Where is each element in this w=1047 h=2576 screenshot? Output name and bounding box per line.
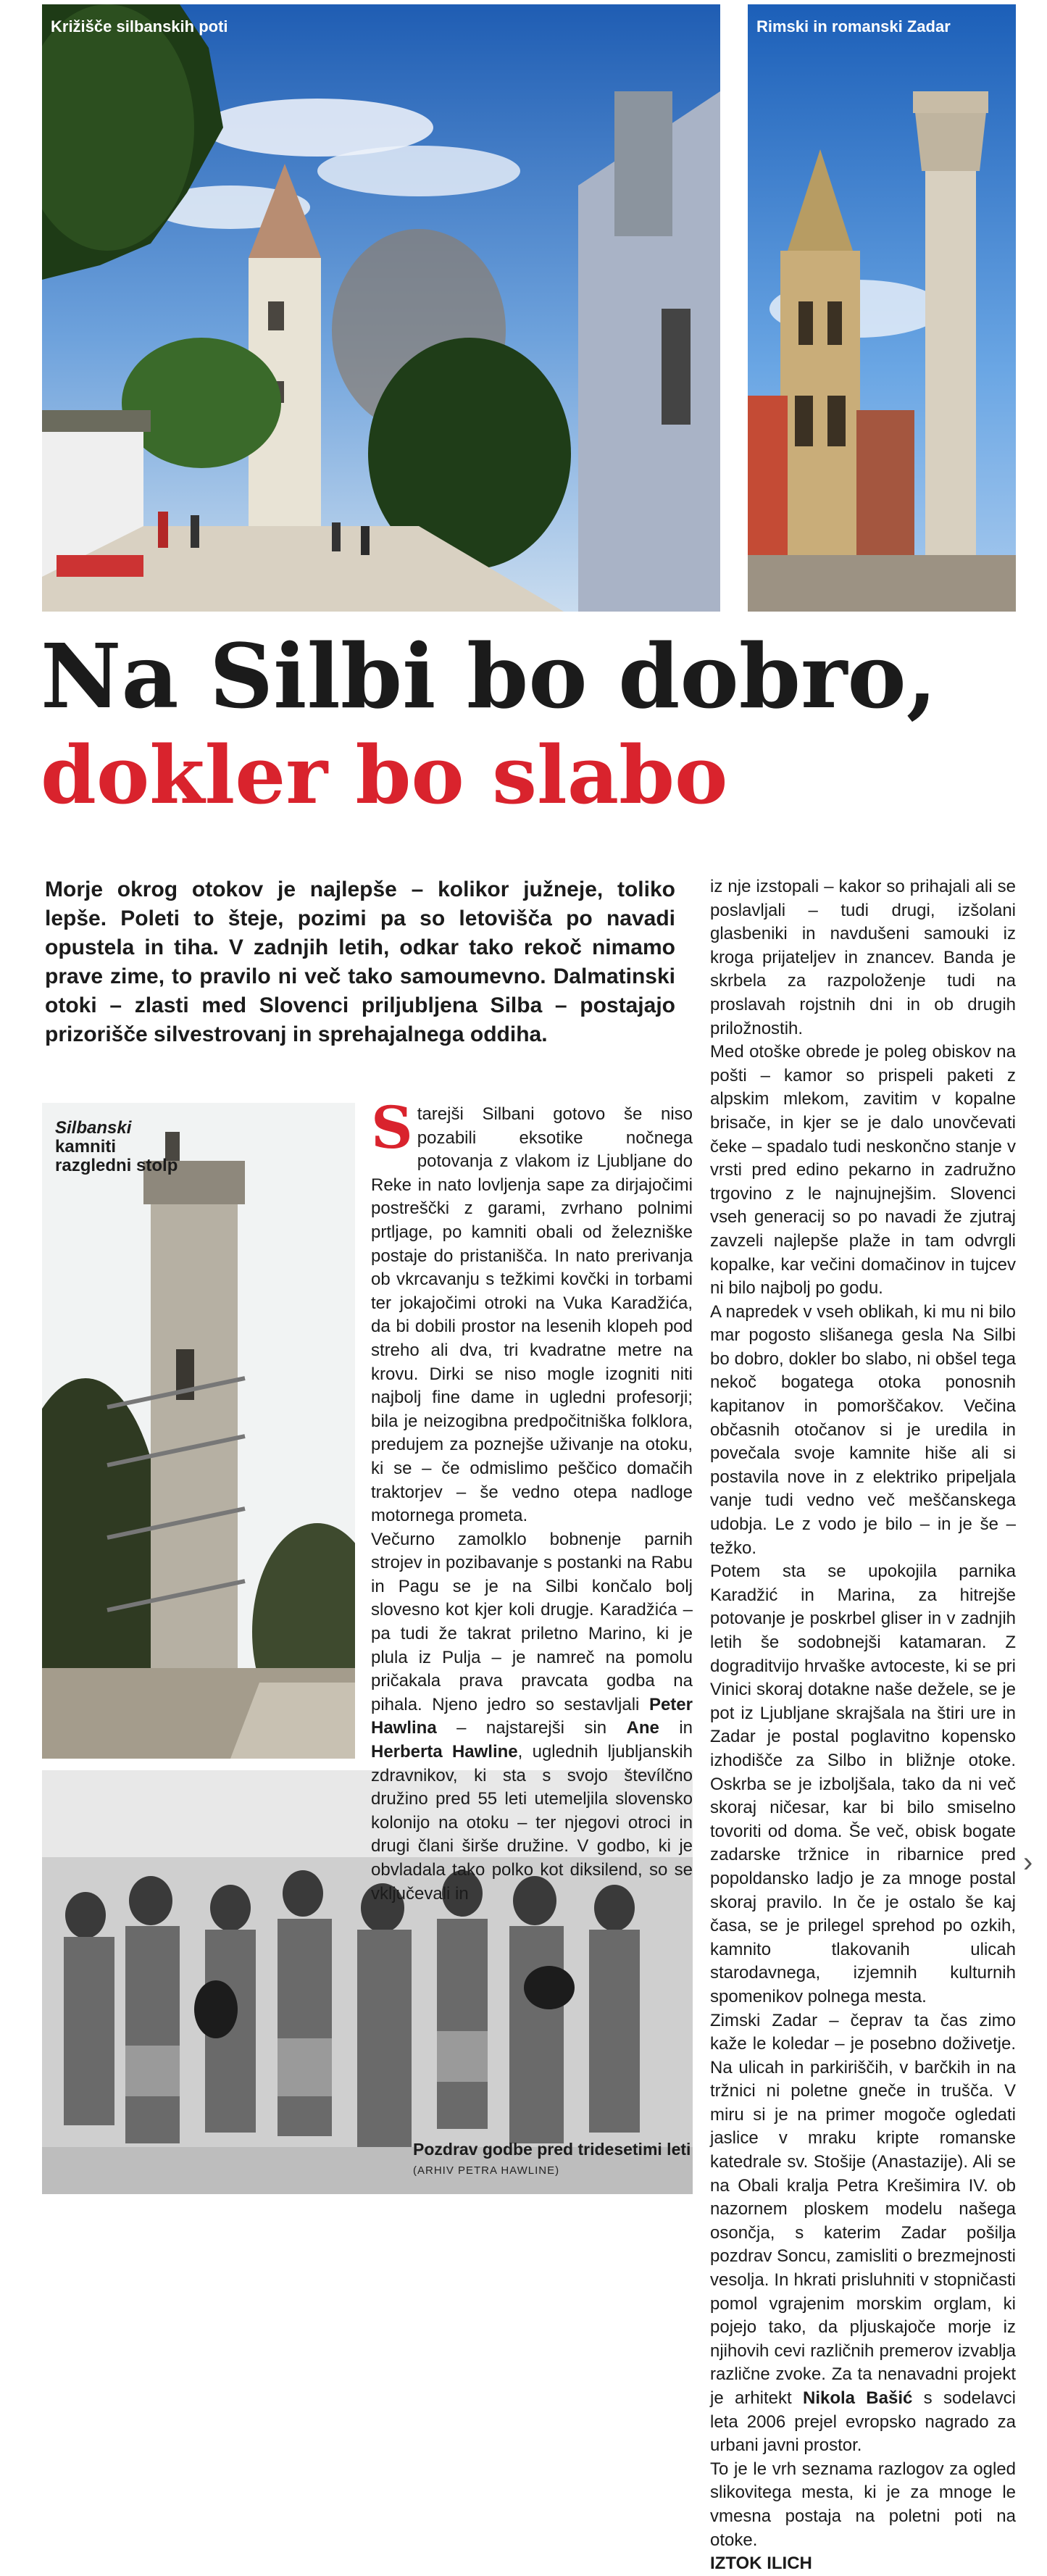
photo-caption-crossroads: Križišče silbanskih poti	[51, 17, 228, 36]
next-page-arrow-icon[interactable]: ›	[1023, 1846, 1033, 1878]
headline-line-2: dokler bo slabo	[41, 728, 728, 822]
paragraph-text: s sodelavci leta 2006 prejel evropsko nagrado za urbani javni prostor.	[710, 2388, 1017, 2456]
paragraph	[710, 2009, 1016, 2458]
article-column-middle	[371, 1093, 693, 1906]
person-name: Herberta Hawline	[371, 1742, 518, 1762]
lead-paragraph: Morje okrog otokov je najlepše – kolikor južneje, toliko lepše. Poleti to šteje, pozimi pa so letovišča po navadi opustela in tiha. V zadnjih letih, odkar tako rekoč nimamo prave zime, to pravilo ni več tako samoumevno. Dalmatinski otoki – zlasti med Slovenci priljubljena Silba – postajajo prizorišče silvestrovanj in sprehajalnega oddiha.	[45, 878, 675, 1046]
person-name: Peter Hawlina	[371, 1694, 693, 1738]
photo-stone-tower	[42, 1103, 355, 1759]
photo-caption-tower-rest: kamniti razgledni stolp	[55, 1137, 178, 1175]
person-name: Ane	[626, 1718, 659, 1738]
paragraph-text: Večurno zamolklo bobnenje parnih strojev in pozibavanje s postanki na Rabu in Pagu se je na Silbi končalo bolj slovesno kot kjer koli drugje. Karadžića – pa tudi že takrat priletno Marino, ki je plula iz Pulja – je namreč na pomolu pričakala prava pravcata godba na pihala. Njeno jedro so sestavljali	[371, 1529, 693, 1714]
photo-caption-band: Pozdrav godbe pred tridesetimi leti	[413, 2140, 691, 2159]
paragraph: Med otoške obrede je poleg obiskov na pošti – kamor so prispeli paketi z alpskim mlekom, zavitim v kopalne brisače, in kjer se je dalo unovčevati čeke – spadalo tudi neskončno stanje v vrsti pred edino pekarno in zadružno trgovino z le najnujnejšim. Slovenci vseh generacij so po navadi že zjutraj zavzeli najlepše plaže in tam odvrgli kopalke, kar večini domačinov in tujcev ni bilo najbolj po godu.	[710, 1042, 1016, 1299]
article-column-right	[710, 875, 1016, 2576]
photo-caption-zadar: Rimski in romanski Zadar	[756, 17, 951, 36]
paragraph-text: Zimski Zadar – čeprav ta čas zimo kaže le koledar – je posebno doživetje. Na ulicah in parkiriščih, v barčkih in na tržnici ni poletne gneče in trušča. V miru si je na primer mogoče ogledati jaslice v mraku kripte romanske katedrale sv. Stošije (Anastazije). Ali se na Obali kralja Petra Krešimira IV. ob nazornem ploskem modelu našega osončja, s katerim Zadar pošilja pozdrav Soncu, zamisliti o brezmejnosti vesolja. In hkrati prisluhniti v stopničasti pomol vgrajenim morskim orglam, ki pojejo tako, da pljuskajoče morje iz njihovih cevi različnih premerov izvablja različne zvoke. Za ta nenavadni projekt je arhitekt	[710, 2010, 1016, 2408]
paragraph: A napredek v vseh oblikah, ki mu ni bilo mar pogosto slišanega gesla Na Silbi bo dobro, dokler bo slabo, ni obšel tega nekoč bogatega otoka ponosnih kapitanov in pomorščakov. Večina občasnih otočanov si je uredila in povečala svoje kamnite hiše ali si postavila nove in z elektriko pripeljala vanje tudi vedno več meščanskega udobja. Le z vodo je bilo – in je še – težko.	[710, 1301, 1016, 1558]
paragraph-text: , uglednih ljubljanskih zdravnikov, ki sta s svojo števílčno družino pred 55 leti utemeljila slovensko kolonijo na otoku – ter njegovi otroci in drugi člani širše družine. V godbo, ki je obvladala tako polko kot diksilend, so se vključevali in	[371, 1742, 693, 1904]
paragraph	[371, 1093, 693, 1528]
photo-caption-tower-italic: Silbanski	[55, 1118, 132, 1138]
person-name: Nikola Bašić	[802, 2388, 913, 2408]
paragraph-text: in	[659, 1718, 693, 1738]
photo-credit-archive: (ARHIV PETRA HAWLINE)	[413, 2164, 560, 2177]
author-byline: IZTOK ILICH	[710, 2554, 812, 2574]
photo-village-square	[42, 4, 720, 612]
photo-zadar-column	[748, 4, 1016, 612]
paragraph: Potem sta se upokojila parnika Karadžić in Marina, za hitrejše potovanje je poskrbel gliser in v zadnjih letih še sodobnejši katamaran. Z dograditvijo hrvaške avtoceste, ki se pri Vinici skoraj dotakne naše dežele, se je pot iz Ljubljane skrajšala na štiri ure in Zadar je postal poglavitno kopensko izhodišče za Silbo in bližnje otoke. Oskrba se je izboljšala, tako da ni več skoraj ničesar, kar bi bilo smiselno tovoriti od doma. Še več, obisk bogate zadarske tržnice in ribarnice pred popoldansko ladjo je za mnoge postal skoraj pravilo. In če je ostalo še kaj časa, se je prilegel sprehod po ozkih, kamnito tlakovanih ulicah starodavnega, izjemnih kulturnih spomenikov polnega mesta.	[710, 1562, 1016, 2006]
paragraph: To je le vrh seznama razlogov za ogled slikovitega mesta, ki je za mnoge le vmesna postaja na poletni poti na otoke.	[710, 2459, 1016, 2550]
paragraph-text: tarejši Silbani gotovo še niso pozabili eksotike nočnega potovanja z vlakom iz Ljubljane do Reke in nato lovljenja sape za dirjajočimi postreščki z garami, zvrhano polnimi prtljage, po kamniti obali od železniške postaje do pristanišča. In nato prerivanja ob vkrcavanju s težkimi kovčki in torbami ter jokajočimi otroki na Vuka Karadžića, da bi dobili prostor na lesenih klopeh pod streho ali dva, tri kvadratne metre na krovu. Dirki se niso mogle izogniti niti najbolj fine dame in ugledni profesorji; bila je neizogibna predpočitniška folklora, predujem za poznejše uživanje na otoku, ki se – če odmislimo peščico domačih traktorjev – še vedno otepa nadloge motornega prometa.	[371, 1104, 693, 1526]
paragraph: iz nje izstopali – kakor so prihajali ali se poslavljali – tudi drugi, izšolani glasbeniki in navdušeni samouki iz kroga prijateljev in znancev. Banda je skrbela za razpoloženje tudi na proslavah rojstnih dni in ob drugih priložnostih.	[710, 877, 1016, 1038]
photo-caption-tower	[55, 1119, 178, 1175]
paragraph-text: – najstarejši sin	[436, 1718, 627, 1738]
paragraph	[371, 1528, 693, 1906]
dropcap: S	[371, 1093, 413, 1162]
headline-line-1: Na Silbi bo dobro,	[41, 624, 938, 728]
